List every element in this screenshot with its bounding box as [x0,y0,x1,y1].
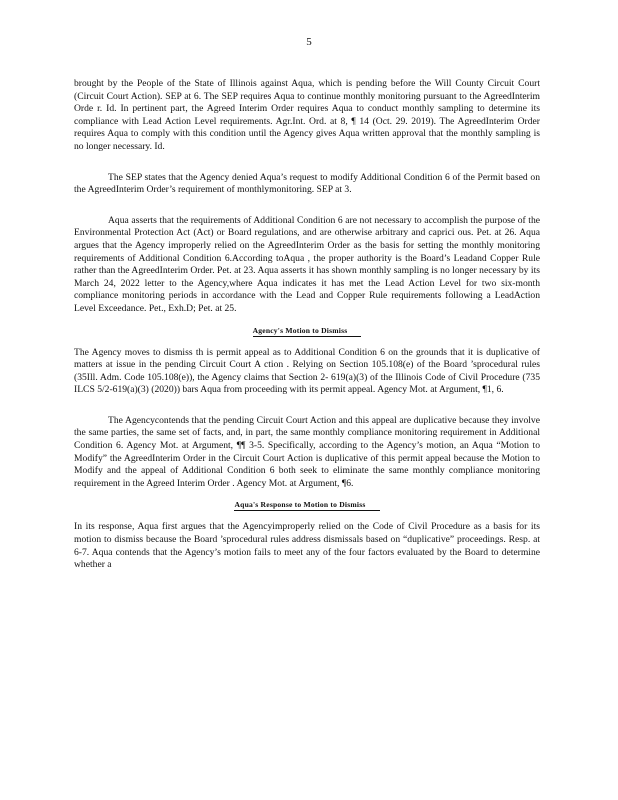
document-body [74,78,540,590]
page-number: 5 [306,36,312,48]
paragraph-agency-moves: The Agency moves to dismiss th is permit appeal as to Additional Condition 6 on the grounds that it is duplicative of matters at issue in the pending Circuit Court A ction . Relying on Section 105.108(e) of the Board ’sprocedural rules (35Ill. Adm. Code 105.108(e)), the Agency claims that Section 2- 619(a)(3) of the Illinois Code of Civil Procedure (735 ILCS 5/2-619(a)(3) (2020)) bars Aqua from proceeding with its permit appeal. Agency Mot. at Argument, ¶1, 6. [74,346,540,396]
paragraph-aqua-assertions: Aqua asserts that the requirements of Additional Condition 6 are not necessary to accomplish the purpose of the Environmental Protection Act (Act) or Board regulations, and are otherwise arbitrary and caprici ous. Pet. at 26. Aqua argues that the Agency improperly relied on the AgreedInterim Order as the basis for setting the monthly monitoring requirements of Additional Condition 6.According toAqua , the proper authority is the Board’s Leadand Copper Rule rather than the AgreedInterim Order. Pet. at 23. Aqua asserts it has shown monthly sampling is no longer necessary by its March 24, 2022 letter to the Agency,where Aqua indicates it has met the Lead Action Level for two six-month compliance monitoring periods in accordance with the Lead and Copper Rule requirements following a LeadAction Level Exceedance. Pet., Exh.D; Pet. at 25. [74,214,540,314]
paragraph-aqua-response: In its response, Aqua first argues that the Agencyimproperly relied on the Code of Civil Procedure as a basis for its motion to dismiss because the Board ’sprocedural rules address dismissals based on “duplicative” proceedings. Resp. at 6-7. Aqua contends that the Agency’s motion fails to meet any of the four factors evaluated by the Board to determine whether a [74,521,540,571]
paragraph-background: brought by the People of the State of Illinois against Aqua, which is pending before the Will County Circuit Court (Circuit Court Action). SEP at 6. The SEP requires Aqua to continue monthly monitoring pursuant to the AgreedInterim Orde r. Id. In pertinent part, the Agreed Interim Order requires Aqua to conduct monthly sampling to determine its compliance with Lead Action Level requirements. Agr.Int. Ord. at 8, ¶ 14 (Oct. 29. 2019). The AgreedInterim Order requires Aqua to comply with this condition until the Agency gives Aqua written approval that the monthly sampling is no longer necessary. Id. [74,78,540,152]
section-heading-aqua-response: Aqua's Response to Motion to Dismiss [74,500,540,509]
section-heading-agency-motion: Agency's Motion to Dismiss [74,326,540,335]
paragraph-agency-contends: The Agencycontends that the pending Circuit Court Action and this appeal are duplicative because they involve the same parties, the same set of facts, and, in part, the same monthly compliance monitoring requirement in Additional Condition 6. Agency Mot. at Argument, ¶¶ 3-5. Specifically, according to the Agency’s motion, an Aqua “Motion to Modify” the AgreedInterim Order in the Circuit Court Action is duplicative of this permit appeal because the Motion to Modify and the appeal of Additional Condition 6 both seek to eliminate the same monthly compliance monitoring requirement in the Agreed Interim Order . Agency Mot. at Argument, ¶6. [74,414,540,489]
paragraph-sep-denial: The SEP states that the Agency denied Aqua’s request to modify Additional Condition 6 of the Permit based on the AgreedInterim Order’s requirement of monthlymonitoring. SEP at 3. [74,171,540,196]
